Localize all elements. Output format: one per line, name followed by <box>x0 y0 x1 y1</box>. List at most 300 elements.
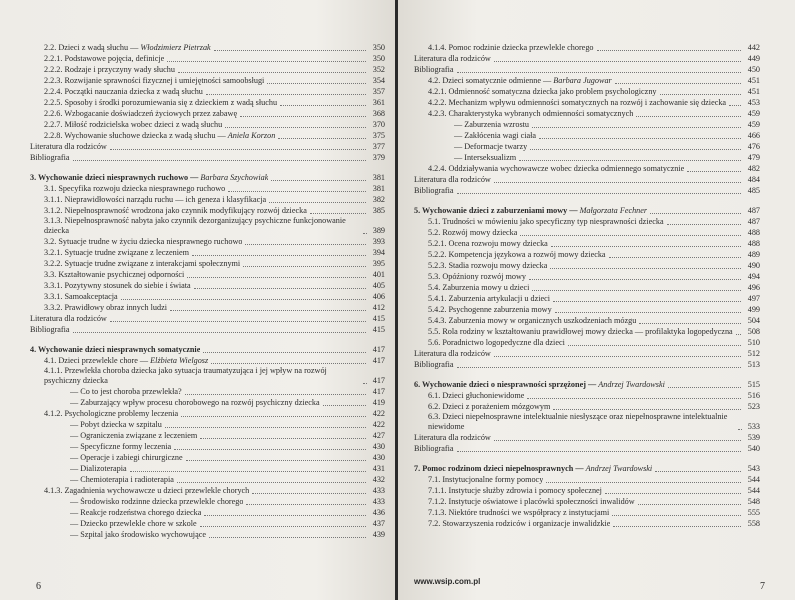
toc-entry <box>30 496 385 507</box>
dot-leader <box>110 321 366 322</box>
toc-entry-title: Instytucje służby zdrowia i pomocy społecznej <box>448 486 602 495</box>
toc-entry-page: 494 <box>747 272 760 281</box>
toc-entry-title: Stadia rozwoju mowy dziecka <box>448 261 548 270</box>
toc-entry-title: Zagadnienia wychowawcze u dzieci przewlekle chorych <box>64 486 250 495</box>
toc-entry-page: 431 <box>372 464 385 473</box>
toc-entry-number: 4.1.1. <box>44 366 63 375</box>
toc-entry-title: Pobyt dziecka w szpitalu <box>80 420 162 429</box>
toc-entry-number: 3.2. <box>44 237 57 246</box>
toc-entry-title: Charakterystyka wybranych odmienności somatycznych <box>448 109 634 118</box>
toc-entry-title: Wychowanie dzieci niesprawnych somatycznie <box>38 345 201 354</box>
dot-leader <box>532 127 741 128</box>
toc-entry <box>414 260 760 271</box>
toc-entry-title: Zaburzający wpływ procesu chorobowego na rozwój psychiczny dziecka <box>80 398 320 407</box>
dot-leader <box>310 213 366 214</box>
toc-entry-page: 394 <box>372 248 385 257</box>
toc-entry-page: 497 <box>747 294 760 303</box>
left-page <box>0 0 395 600</box>
toc-entry-title: Deformacje twarzy <box>464 142 528 151</box>
toc-entry-number: 6.3. <box>428 412 441 421</box>
toc-entry-page: 430 <box>372 453 385 462</box>
toc-entry-title: Specyficzne formy leczenia <box>80 442 172 451</box>
dot-leader <box>225 127 366 128</box>
toc-entry <box>30 302 385 313</box>
toc-entry-number: 2.2.7. <box>44 120 63 129</box>
toc-entry-page: 350 <box>372 43 385 52</box>
toc-entry-page: 368 <box>372 109 385 118</box>
toc-entry-number: 2.2.8. <box>44 131 63 140</box>
page-number-right: 7 <box>760 581 765 592</box>
toc-entry-number: — <box>70 508 79 517</box>
toc-entry-page: 430 <box>372 442 385 451</box>
toc-entry <box>414 348 760 359</box>
toc-entry <box>30 463 385 474</box>
toc-right <box>414 42 760 529</box>
toc-entry <box>414 390 760 401</box>
toc-entry <box>414 271 760 282</box>
dot-leader <box>636 116 741 117</box>
dot-leader <box>228 191 366 192</box>
toc-entry-page: 482 <box>747 164 760 173</box>
toc-entry <box>414 474 760 485</box>
dot-leader <box>457 193 741 194</box>
dot-leader <box>736 334 741 335</box>
toc-entry-number: 2.2.4. <box>44 87 63 96</box>
toc-entry-title: Psychologiczne problemy leczenia <box>64 409 179 418</box>
toc-entry-number: — <box>70 475 79 484</box>
toc-entry-number: — <box>70 398 79 407</box>
dot-leader <box>639 323 741 324</box>
toc-entry-page: 485 <box>747 186 760 195</box>
toc-entry-title: Trudności w mówieniu jako specyficzny typ niesprawności dziecka <box>442 217 664 226</box>
toc-entry-author: Barbara Szychowiak <box>200 173 269 182</box>
toc-entry-number: 2.2. <box>44 43 57 52</box>
toc-entry-title: Reakcje rodzeństwa chorego dziecka <box>80 508 202 517</box>
toc-entry-title: Wzbogacanie doświadczeń życiowych przez zabawę <box>64 109 238 118</box>
toc-entry-number: 3.3. <box>44 270 57 279</box>
dot-leader <box>609 257 741 258</box>
dot-leader <box>204 515 366 516</box>
dot-leader <box>457 451 741 452</box>
toc-entry-number: 3.2.1. <box>44 248 63 257</box>
toc-entry-number: 5.1. <box>428 217 441 226</box>
toc-entry-title: Nieprawidłowości narządu ruchu — ich geneza i klasyfikacja <box>64 195 267 204</box>
toc-entry <box>30 419 385 430</box>
toc-entry-page: 510 <box>747 338 760 347</box>
toc-entry <box>30 152 385 163</box>
dot-leader <box>194 288 366 289</box>
dot-leader <box>738 429 742 430</box>
toc-entry-title: Oddziaływania wychowawcze wobec dziecka odmiennego somatycznie <box>448 164 685 173</box>
toc-entry-page: 436 <box>372 508 385 517</box>
toc-entry-title: Dzieci z wadą słuchu — <box>58 43 141 52</box>
dot-leader <box>185 394 366 395</box>
toc-entry-number: 3. <box>30 173 37 182</box>
toc-entry-page: 415 <box>372 314 385 323</box>
dot-leader <box>121 299 366 300</box>
toc-entry-page: 437 <box>372 519 385 528</box>
toc-entry-number: 5.4.3. <box>428 316 447 325</box>
toc-entry-page: 389 <box>372 226 385 235</box>
toc-entry-number: 4.1.4. <box>428 43 447 52</box>
toc-entry-number: — <box>454 120 463 129</box>
page-number-left: 6 <box>36 581 41 592</box>
toc-entry-number: 5.4.2. <box>428 305 447 314</box>
toc-entry <box>414 53 760 64</box>
toc-entry-page: 417 <box>372 356 385 365</box>
toc-entry-number: 6.2. <box>428 402 441 411</box>
toc-entry <box>30 452 385 463</box>
toc-entry-title: Sposoby i środki porozumiewania się z dzieckiem z wadą słuchu <box>64 98 278 107</box>
right-page <box>398 0 795 600</box>
toc-entry-title: Wychowanie dzieci z zaburzeniami mowy — <box>422 206 580 215</box>
toc-entry <box>30 313 385 324</box>
toc-entry-number: 3.1.2. <box>44 206 63 215</box>
toc-entry <box>414 42 760 53</box>
toc-entry-title: Zaburzenia wzrostu <box>464 120 530 129</box>
toc-entry-number: 4.2.2. <box>428 98 447 107</box>
toc-entry-title: Literatura dla rodziców <box>414 433 491 442</box>
toc-entry-page: 417 <box>372 387 385 396</box>
toc-entry-number: 3.1.1. <box>44 195 63 204</box>
toc-entry-title: Sytuacje trudne związane z leczeniem <box>64 248 190 257</box>
dot-leader <box>494 440 741 441</box>
toc-entry-title: Kompetencja językowa a rozwój mowy dziecka <box>448 250 606 259</box>
dot-leader <box>729 105 741 106</box>
toc-entry-page: 516 <box>747 391 760 400</box>
dot-leader <box>667 224 741 225</box>
toc-entry-number: — <box>454 153 463 162</box>
toc-entry-number: 2.2.5. <box>44 98 63 107</box>
toc-entry <box>414 412 760 432</box>
toc-entry-number: 7.2. <box>428 519 441 528</box>
dot-leader <box>520 235 741 236</box>
toc-entry <box>30 108 385 119</box>
toc-entry <box>414 141 760 152</box>
toc-entry <box>30 64 385 75</box>
toc-entry-page: 439 <box>372 530 385 539</box>
toc-entry-page: 370 <box>372 120 385 129</box>
dot-leader <box>553 409 741 410</box>
toc-entry-page: 412 <box>372 303 385 312</box>
toc-entry <box>30 291 385 302</box>
toc-entry-page: 555 <box>747 508 760 517</box>
dot-leader <box>363 233 367 234</box>
toc-entry-title: Instytucje oświatowe i placówki społeczności inwalidów <box>448 497 635 506</box>
toc-entry-title: Literatura dla rodziców <box>30 314 107 323</box>
toc-entry-author: Włodzimierz Pietrzak <box>140 43 211 52</box>
toc-entry-page: 422 <box>372 409 385 418</box>
dot-leader <box>243 266 366 267</box>
toc-entry-page: 375 <box>372 131 385 140</box>
toc-entry <box>30 324 385 335</box>
toc-entry <box>414 293 760 304</box>
toc-entry-title: Kształtowanie psychicznej odporności <box>58 270 185 279</box>
toc-entry-number: 3.1.3. <box>44 216 63 225</box>
toc-entry-page: 459 <box>747 120 760 129</box>
toc-entry-page: 442 <box>747 43 760 52</box>
toc-entry <box>414 282 760 293</box>
toc-entry-title: Poradnictwo logopedyczne dla dzieci <box>442 338 565 347</box>
dot-leader <box>73 332 366 333</box>
dot-leader <box>655 471 741 472</box>
toc-entry-title: Sytuacje trudne związane z interakcjami społecznymi <box>64 259 241 268</box>
toc-entry-page: 488 <box>747 239 760 248</box>
toc-entry-title: Podstawowe pojęcia, definicje <box>64 54 165 63</box>
dot-leader <box>278 138 366 139</box>
dot-leader <box>206 94 366 95</box>
toc-entry-page: 508 <box>747 327 760 336</box>
toc-entry-number: 5. <box>414 206 421 215</box>
toc-entry-page: 496 <box>747 283 760 292</box>
toc-entry-page: 357 <box>372 87 385 96</box>
toc-entry-title: Dzieci przewlekle chore — <box>58 356 151 365</box>
toc-entry-title: Bibliografia <box>30 325 70 334</box>
toc-entry <box>414 108 760 119</box>
toc-entry-page: 540 <box>747 444 760 453</box>
toc-entry-page: 379 <box>372 153 385 162</box>
toc-entry-number: 4.1. <box>44 356 57 365</box>
toc-entry-page: 543 <box>747 464 760 473</box>
toc-entry <box>414 443 760 454</box>
toc-entry-number: 5.4. <box>428 283 441 292</box>
toc-entry-number: 5.4.1. <box>428 294 447 303</box>
toc-entry-page: 451 <box>747 87 760 96</box>
toc-entry-number: 3.3.1. <box>44 292 63 301</box>
toc-entry-title: Bibliografia <box>30 153 70 162</box>
toc-entry-title: Bibliografia <box>414 360 454 369</box>
toc-entry-title: Literatura dla rodziców <box>414 349 491 358</box>
dot-leader <box>494 182 741 183</box>
toc-entry <box>30 485 385 496</box>
dot-leader <box>246 504 366 505</box>
toc-entry-author: Aniela Korzon <box>227 131 276 140</box>
toc-entry-title: Odmienność somatyczna dziecka jako problem psychologiczny <box>448 87 657 96</box>
toc-entry <box>414 249 760 260</box>
toc-entry-author: Elżbieta Wielgosz <box>150 356 209 365</box>
toc-entry-number: 6.1. <box>428 391 441 400</box>
toc-entry-number: 7.1.1. <box>428 486 447 495</box>
toc-entry-title: Niepełnosprawność wrodzona jako czynnik modyfikujący rozwój dziecka <box>64 206 307 215</box>
dot-leader <box>240 116 366 117</box>
toc-entry <box>414 432 760 443</box>
toc-entry-number: — <box>70 530 79 539</box>
toc-entry-title: Bibliografia <box>414 186 454 195</box>
toc-entry-page: 395 <box>372 259 385 268</box>
toc-entry-number: 3.3.2. <box>44 303 63 312</box>
dot-leader <box>553 301 741 302</box>
toc-entry <box>30 141 385 152</box>
toc-entry <box>414 185 760 196</box>
toc-entry <box>414 238 760 249</box>
toc-entry-title: Zaburzenia mowy u dzieci <box>442 283 530 292</box>
toc-entry-title: Samoakceptacja <box>64 292 118 301</box>
toc-entry <box>30 344 385 355</box>
dot-leader <box>181 416 366 417</box>
toc-entry-number: 6. <box>414 380 421 389</box>
toc-entry-author: Małgorzata Fechner <box>579 206 648 215</box>
dot-leader <box>457 367 741 368</box>
toc-entry <box>414 485 760 496</box>
toc-entry-title: Literatura dla rodziców <box>414 54 491 63</box>
toc-entry-number: 4.2. <box>428 76 441 85</box>
dot-leader <box>612 515 741 516</box>
toc-entry-page: 544 <box>747 475 760 484</box>
toc-entry <box>414 463 760 474</box>
toc-entry-title: Literatura dla rodziców <box>30 142 107 151</box>
toc-entry-page: 504 <box>747 316 760 325</box>
dot-leader <box>529 279 741 280</box>
toc-entry-page: 377 <box>372 142 385 151</box>
toc-entry-number: 5.2.1. <box>428 239 447 248</box>
toc-entry <box>414 97 760 108</box>
toc-entry <box>414 64 760 75</box>
toc-entry-title: Co to jest choroba przewlekła? <box>80 387 182 396</box>
toc-entry-title: Pozytywny stosunek do siebie i świata <box>64 281 191 290</box>
toc-entry-author: Barbara Jugowar <box>553 76 612 85</box>
dot-leader <box>214 50 366 51</box>
dot-leader <box>532 290 741 291</box>
toc-entry <box>30 355 385 366</box>
toc-entry-page: 381 <box>372 173 385 182</box>
toc-entry-title: Ocena rozwoju mowy dziecka <box>448 239 548 248</box>
toc-entry-page: 354 <box>372 76 385 85</box>
toc-entry-number: 3.1. <box>44 184 57 193</box>
toc-entry-title: Zakłócenia wagi ciała <box>464 131 537 140</box>
toc-entry-page: 415 <box>372 325 385 334</box>
toc-entry-page: 405 <box>372 281 385 290</box>
toc-entry-page: 419 <box>372 398 385 407</box>
toc-entry-page: 361 <box>372 98 385 107</box>
toc-entry-number: 5.2.3. <box>428 261 447 270</box>
toc-entry-number: — <box>70 431 79 440</box>
toc-entry-title: Bibliografia <box>414 444 454 453</box>
toc-entry-page: 479 <box>747 153 760 162</box>
dot-leader <box>209 537 366 538</box>
dot-leader <box>650 213 741 214</box>
toc-entry <box>30 269 385 280</box>
toc-entry <box>30 86 385 97</box>
dot-leader <box>187 277 366 278</box>
toc-entry-title: Dzieci somatycznie odmienne — <box>442 76 554 85</box>
toc-entry-page: 352 <box>372 65 385 74</box>
toc-entry-page: 350 <box>372 54 385 63</box>
dot-leader <box>613 526 741 527</box>
dot-leader <box>539 138 741 139</box>
toc-entry-page: 422 <box>372 420 385 429</box>
toc-entry-page: 453 <box>747 98 760 107</box>
dot-leader <box>211 363 366 364</box>
toc-entry-title: Stowarzyszenia rodziców i organizacje inwalidzkie <box>442 519 611 528</box>
dot-leader <box>110 149 366 150</box>
dot-leader <box>363 383 367 384</box>
toc-entry-author: Andrzej Twardowski <box>585 464 653 473</box>
toc-entry-number: — <box>454 131 463 140</box>
toc-entry-number: — <box>70 464 79 473</box>
dot-leader <box>494 356 741 357</box>
dot-leader <box>323 405 366 406</box>
toc-entry-title: Niepełnosprawność nabyta jako czynnik dezorganizujący psychiczne funkcjonowanie dziecka <box>44 216 346 235</box>
toc-entry <box>30 247 385 258</box>
toc-entry-page: 449 <box>747 54 760 63</box>
toc-entry-number: 2.2.3. <box>44 76 63 85</box>
toc-entry-title: Rozwój mowy dziecka <box>442 228 518 237</box>
toc-entry <box>30 408 385 419</box>
toc-entry-title: Psychogenne zaburzenia mowy <box>448 305 552 314</box>
toc-entry-number: — <box>70 442 79 451</box>
dot-leader <box>551 246 741 247</box>
dot-leader <box>271 180 366 181</box>
toc-entry <box>30 386 385 397</box>
toc-entry <box>30 53 385 64</box>
toc-entry <box>414 518 760 529</box>
toc-entry-author: Andrzej Twardowski <box>598 380 665 389</box>
toc-entry-title: Przewlekła choroba dziecka jako sytuacja traumatyzująca i jej wpływ na rozwój psychiczny dziecka <box>44 366 327 385</box>
toc-entry-title: Sytuacje trudne w życiu dziecka niesprawnego ruchowo <box>58 237 243 246</box>
toc-entry-page: 515 <box>747 380 760 389</box>
toc-entry-number: — <box>70 519 79 528</box>
toc-entry-number: 4.1.3. <box>44 486 63 495</box>
toc-entry-number: 4.2.4. <box>428 164 447 173</box>
dot-leader <box>519 160 741 161</box>
toc-entry <box>30 216 385 236</box>
toc-entry-page: 533 <box>747 422 760 431</box>
toc-entry-page: 385 <box>372 206 385 215</box>
toc-entry-title: Zaburzenia artykulacji u dzieci <box>448 294 551 303</box>
toc-entry-number: 5.2. <box>428 228 441 237</box>
toc-entry <box>414 507 760 518</box>
toc-entry-title: Ograniczenia związane z leczeniem <box>80 431 198 440</box>
dot-leader <box>550 268 741 269</box>
toc-entry <box>30 42 385 53</box>
toc-entry <box>30 474 385 485</box>
toc-entry-page: 544 <box>747 486 760 495</box>
toc-entry-page: 484 <box>747 175 760 184</box>
toc-entry <box>414 227 760 238</box>
toc-entry-number: 7. <box>414 464 421 473</box>
toc-entry-title: Pomoc rodzinom dzieci niepełnosprawnych — <box>422 464 586 473</box>
toc-left <box>30 42 385 540</box>
dot-leader <box>269 202 366 203</box>
toc-entry <box>30 183 385 194</box>
toc-entry-number: 4.1.2. <box>44 409 63 418</box>
toc-entry-title: Operacje i zabiegi chirurgiczne <box>80 453 183 462</box>
toc-entry-title: Instytucjonalne formy pomocy <box>442 475 544 484</box>
toc-entry-page: 417 <box>372 376 385 385</box>
toc-entry-title: Dziecko przewlekle chore w szkole <box>80 519 197 528</box>
dot-leader <box>130 471 366 472</box>
toc-entry <box>30 119 385 130</box>
toc-entry <box>30 529 385 540</box>
toc-entry <box>414 86 760 97</box>
toc-entry-number: 4.2.3. <box>428 109 447 118</box>
dot-leader <box>660 94 741 95</box>
toc-entry-number: 3.2.2. <box>44 259 63 268</box>
toc-entry-title: Interseksualizm <box>464 153 517 162</box>
toc-entry-page: 558 <box>747 519 760 528</box>
toc-entry <box>414 119 760 130</box>
toc-entry-title: Wychowanie dzieci o niesprawności sprzężonej — <box>422 380 599 389</box>
toc-entry-page: 490 <box>747 261 760 270</box>
toc-entry-title: Miłość rodzicielska wobec dzieci z wadą słuchu <box>64 120 223 129</box>
toc-entry-page: 512 <box>747 349 760 358</box>
toc-entry-page: 417 <box>372 345 385 354</box>
dot-leader <box>615 83 741 84</box>
toc-entry <box>30 366 385 386</box>
toc-entry-page: 427 <box>372 431 385 440</box>
toc-entry <box>414 216 760 227</box>
toc-entry <box>414 304 760 315</box>
